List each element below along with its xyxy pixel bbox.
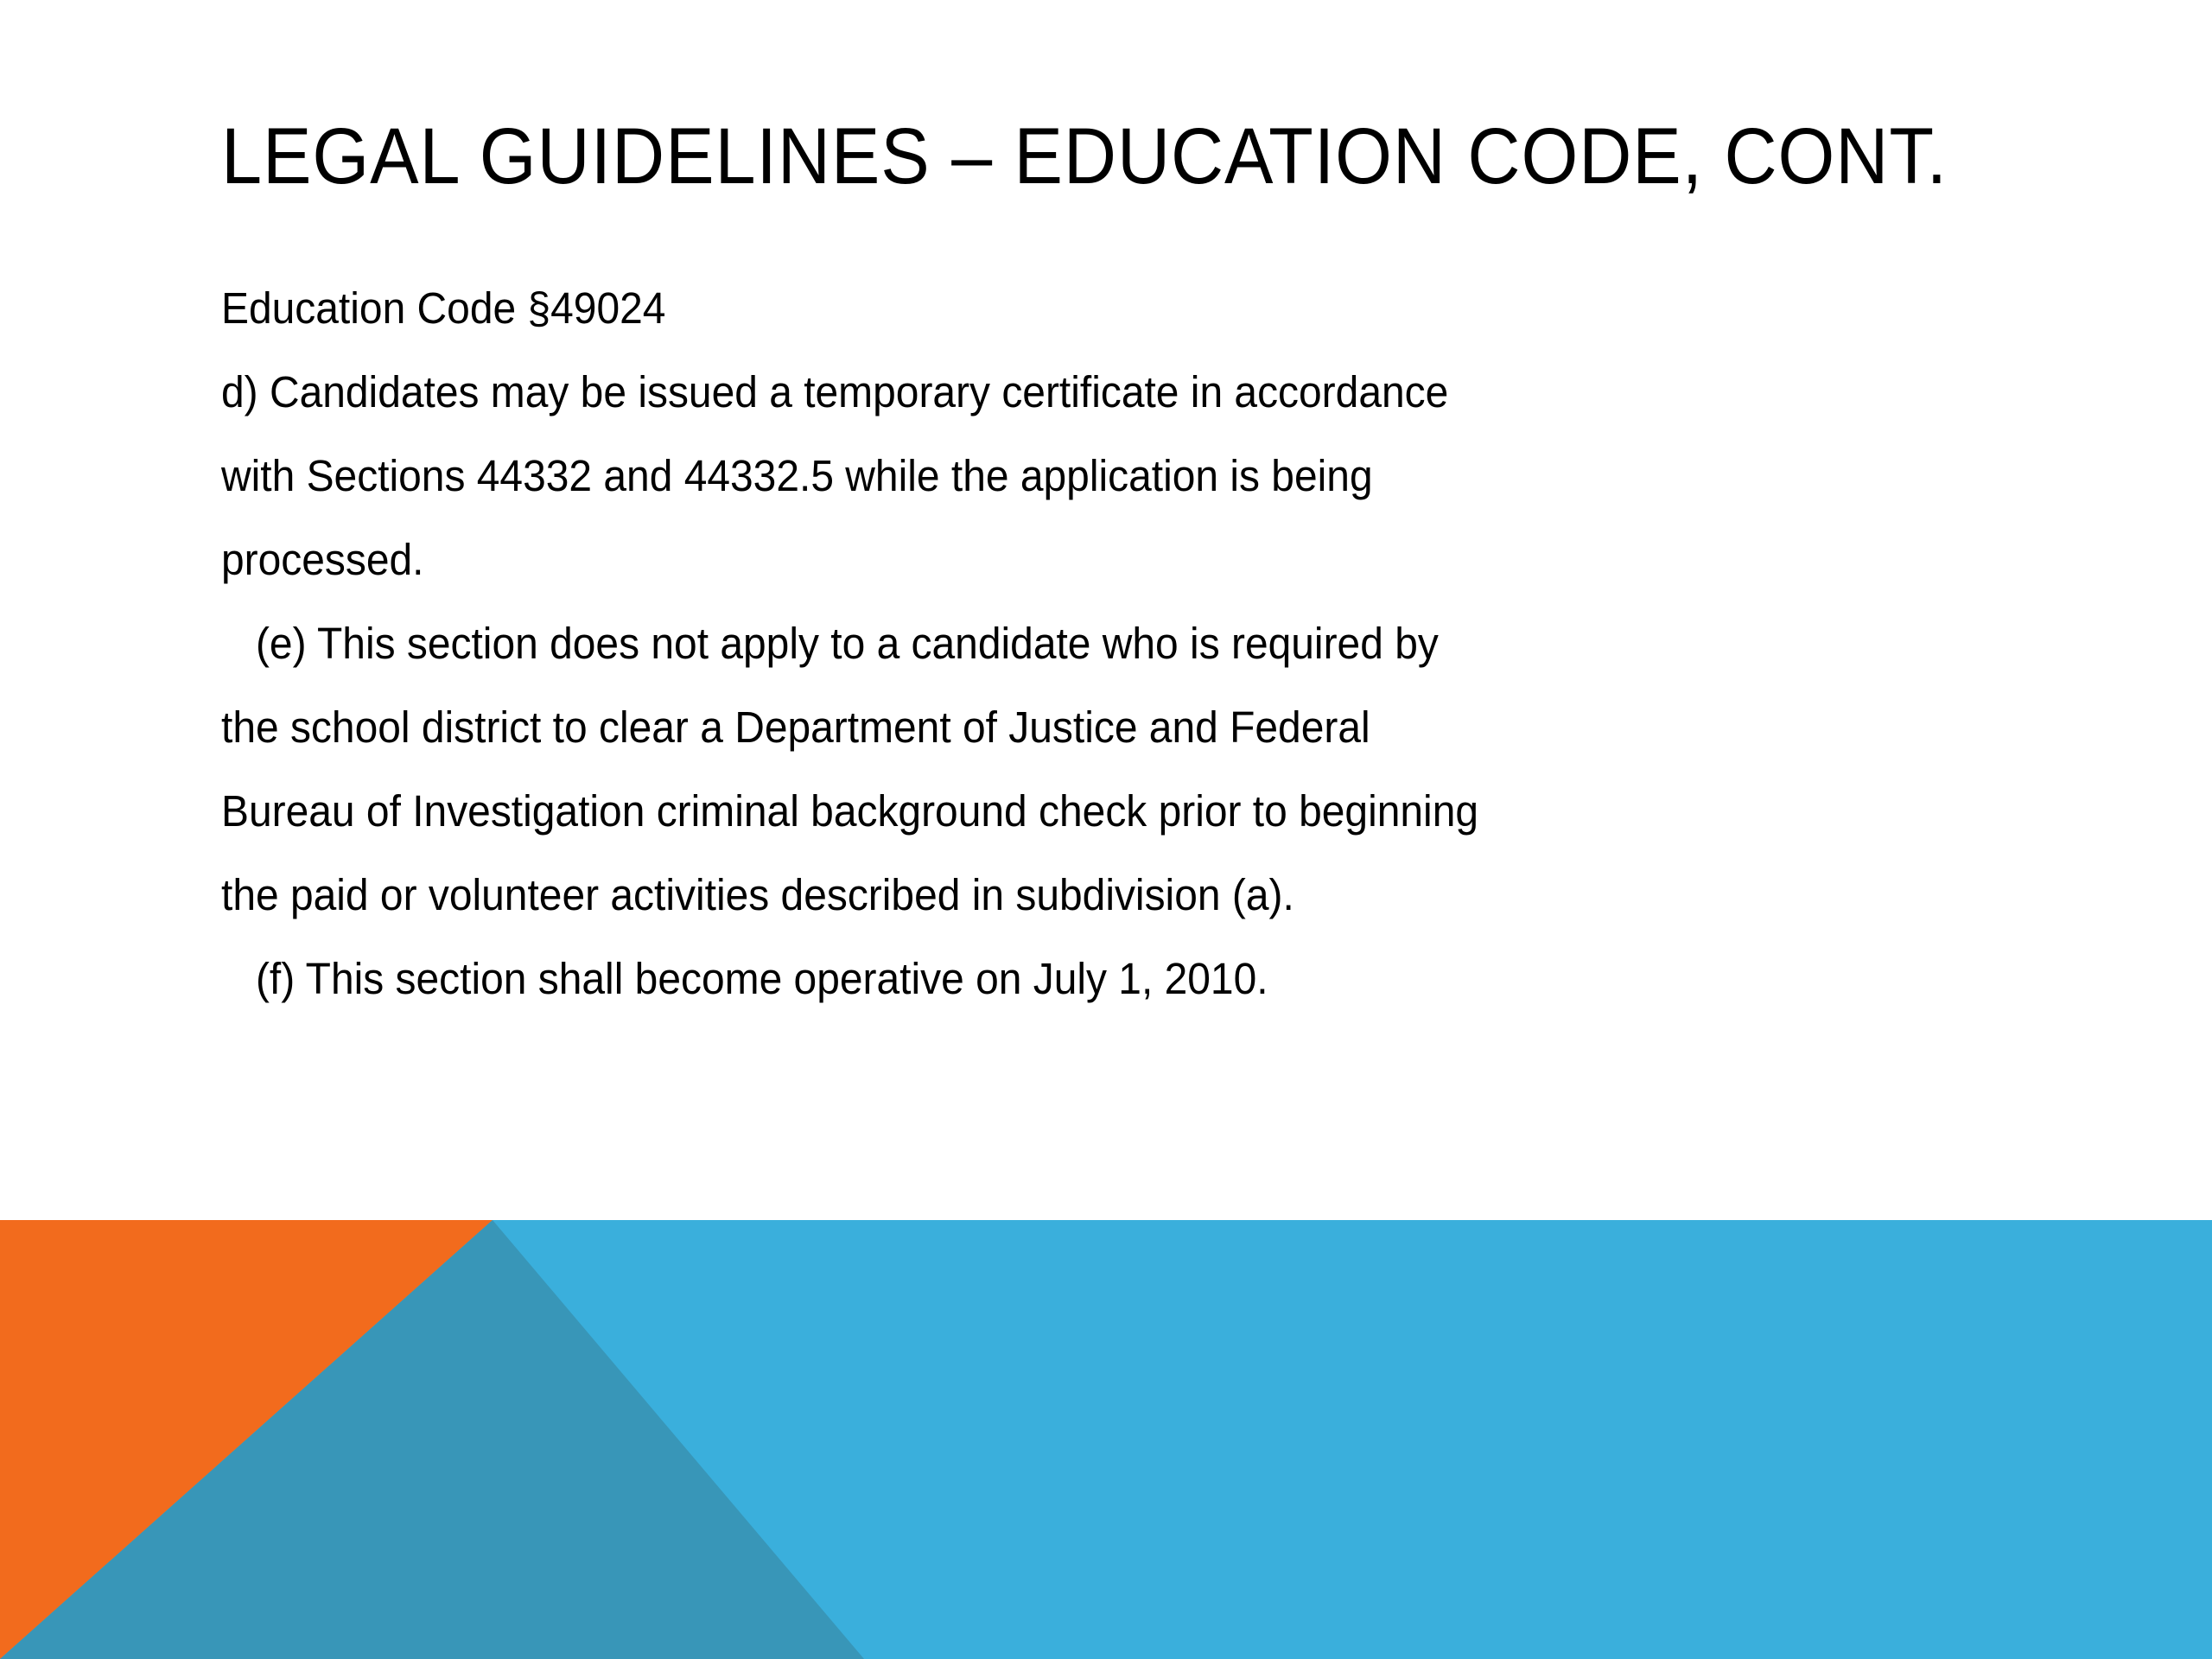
body-line-f-1: (f) This section shall become operative on July 1, 2010. [221,954,1268,1003]
body-line-code-heading: Education Code §49024 [221,283,666,333]
body-line-d-2: with Sections 44332 and 44332.5 while the application is being [221,451,1373,500]
body-line-e-4: the paid or volunteer activities described in subdivision (a). [221,870,1294,919]
body-line-d-3: processed. [221,535,424,584]
body-line-e-2: the school district to clear a Department of Justice and Federal [221,702,1370,752]
body-line-e-3: Bureau of Investigation criminal background check prior to beginning [221,786,1479,836]
slide-title: LEGAL GUIDELINES – EDUCATION CODE, CONT. [221,112,1948,200]
decorative-footer-shapes [0,1220,2212,1659]
slide-body [221,266,1777,1020]
body-line-d-1: d) Candidates may be issued a temporary certificate in accordance [221,367,1449,416]
body-line-e-1: (e) This section does not apply to a candidate who is required by [221,619,1439,668]
